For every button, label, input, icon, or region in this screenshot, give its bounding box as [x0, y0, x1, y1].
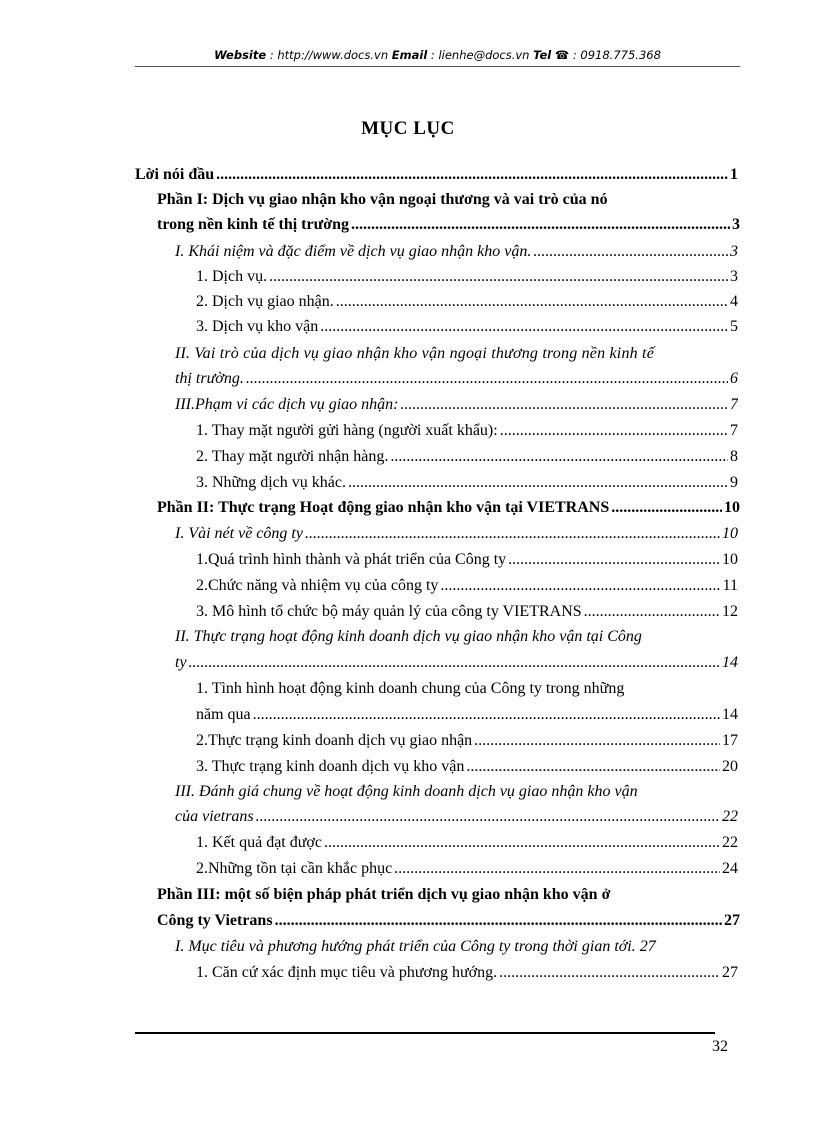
toc-entry: 3. Mô hình tổ chức bộ máy quản lý của công ty VIETRANS ..... 12: [196, 601, 738, 623]
toc-entry: 2.Chức năng và nhiệm vụ của công ty ..... 11: [196, 575, 738, 597]
website-value: : http://www.docs.vn: [269, 48, 389, 62]
website-label: Website: [214, 48, 267, 62]
toc-entry: 2. Thay mặt người nhận hàng. ..... 8: [196, 446, 738, 468]
toc-entry: 3. Những dịch vụ khác. ..... 9: [196, 472, 738, 494]
toc-entry: trong nền kinh tế thị trường ..... 3: [157, 214, 740, 236]
page-number: 32: [712, 1038, 728, 1055]
toc-entry: III.Phạm vi các dịch vụ giao nhận: ..... 7: [175, 394, 738, 416]
toc-entry: Phần III: một số biện pháp phát triển dịch vụ giao nhận kho vận ở: [157, 886, 611, 903]
toc-entry: 1. Tình hình hoạt động kinh doanh chung của Công ty trong những: [196, 680, 625, 697]
toc-entry: I. Mục tiêu và phương hướng phát triển của Công ty trong thời gian tới. 27: [175, 938, 656, 955]
toc-entry: 1. Thay mặt người gửi hàng (người xuất khẩu): ..... 7: [196, 420, 738, 442]
footer-divider: [135, 1032, 715, 1034]
toc-entry: III. Đánh giá chung về hoạt động kinh doanh dịch vụ giao nhận kho vận: [175, 783, 638, 800]
toc-entry: II. Vai trò của dịch vụ giao nhận kho vận ngoại thương trong nền kinh tế: [175, 345, 655, 362]
toc-entry: thị trường. ..... 6: [175, 368, 738, 390]
toc-entry: 2. Dịch vụ giao nhận. ..... 4: [196, 291, 738, 313]
email-value: : lienhe@docs.vn: [430, 48, 530, 62]
toc-entry: Phần I: Dịch vụ giao nhận kho vận ngoại thương và vai trò của nó: [157, 191, 608, 208]
toc-entry: năm qua ..... 14: [196, 704, 738, 726]
toc-entry: 1. Căn cứ xác định mục tiêu và phương hướng. ..... 27: [196, 962, 738, 984]
toc-entry: của vietrans ..... 22: [175, 806, 738, 828]
toc-entry: II. Thực trạng hoạt động kinh doanh dịch vụ giao nhận kho vận tại Công: [175, 628, 642, 645]
toc-entry: 1. Dịch vụ. ..... 3: [196, 266, 738, 288]
tel-label: Tel: [533, 48, 552, 62]
toc-entry: Phần II: Thực trạng Hoạt động giao nhận kho vận tại VIETRANS ..... 10: [157, 497, 740, 519]
toc-entry: 2.Những tồn tại cần khắc phục ..... 24: [196, 858, 738, 880]
toc-entry: 1. Kết quả đạt được ..... 22: [196, 832, 738, 854]
tel-value: : 0918.775.368: [572, 48, 661, 62]
toc-entry: 2.Thực trạng kinh doanh dịch vụ giao nhận ..... 17: [196, 730, 738, 752]
phone-icon: ☎: [554, 48, 570, 62]
toc-entry: Lời nói đầu ..... 1: [135, 164, 738, 186]
email-label: Email: [391, 48, 428, 62]
toc-entry: I. Khái niệm và đặc điểm về dịch vụ giao nhận kho vận. ..... 3: [175, 241, 738, 263]
toc-entry: ty ..... 14: [175, 652, 738, 674]
toc-entry: I. Vài nét về công ty ..... 10: [175, 523, 738, 545]
page-title: MỤC LỤC: [361, 118, 455, 139]
toc-entry: 3. Dịch vụ kho vận ..... 5: [196, 316, 738, 338]
toc-entry: 1.Quá trình hình thành và phát triển của Công ty ..... 10: [196, 549, 738, 571]
toc-entry: 3. Thực trạng kinh doanh dịch vụ kho vận ..... 20: [196, 756, 738, 778]
toc-entry: Công ty Vietrans ..... 27: [157, 910, 740, 932]
